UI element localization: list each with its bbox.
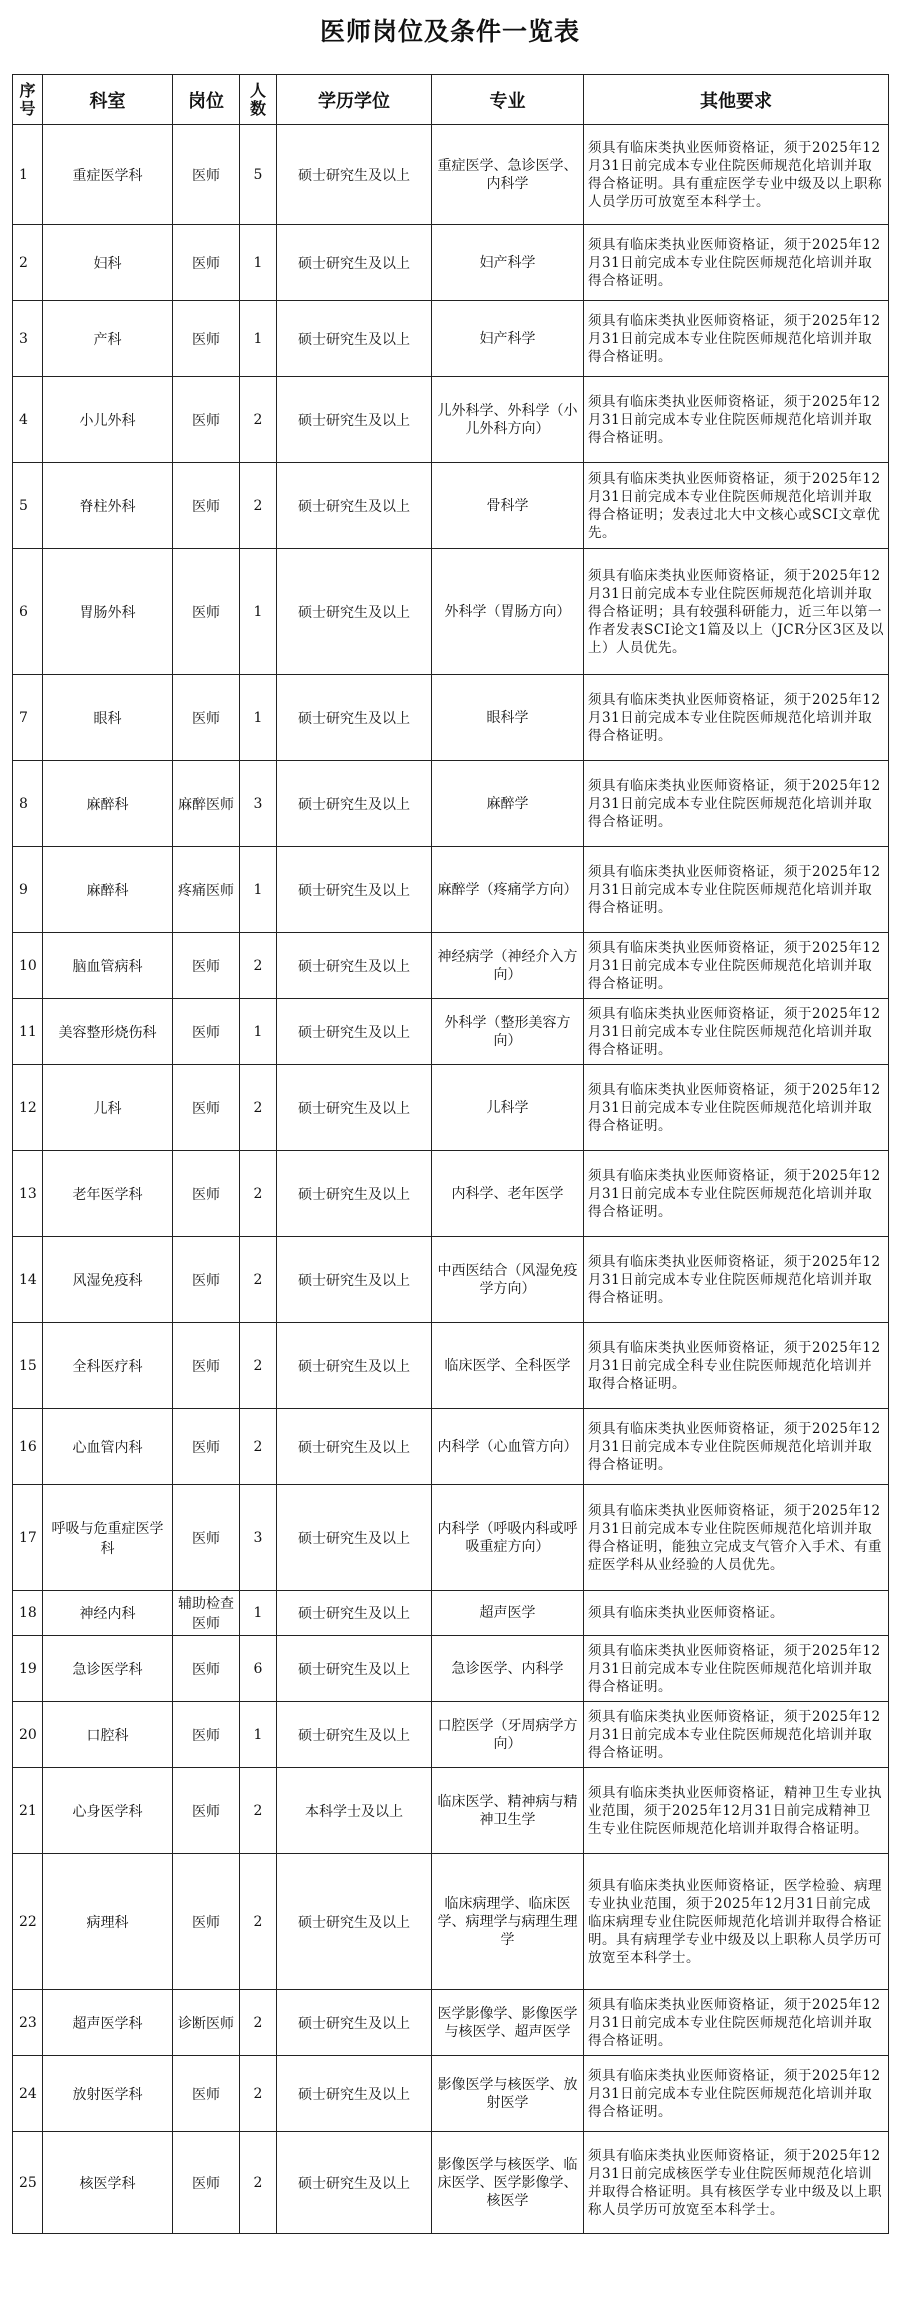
- cell-major: 眼科学: [432, 675, 584, 761]
- cell-dept: 小儿外科: [43, 377, 173, 463]
- header-post: 岗位: [173, 75, 240, 125]
- cell-count: 2: [240, 1065, 277, 1151]
- cell-major: 超声医学: [432, 1591, 584, 1636]
- header-count: 人数: [240, 75, 277, 125]
- cell-count: 1: [240, 549, 277, 675]
- cell-major: 重症医学、急诊医学、内科学: [432, 125, 584, 225]
- table-row: [13, 761, 889, 847]
- cell-post: 辅助检查医师: [173, 1591, 240, 1636]
- cell-edu: 硕士研究生及以上: [277, 377, 432, 463]
- cell-major: 骨科学: [432, 463, 584, 549]
- cell-count: 3: [240, 1485, 277, 1591]
- cell-count: 2: [240, 377, 277, 463]
- cell-major: 内科学、老年医学: [432, 1151, 584, 1237]
- cell-major: 外科学（整形美容方向）: [432, 999, 584, 1065]
- table-row: [13, 933, 889, 999]
- cell-major: 影像医学与核医学、临床医学、医学影像学、核医学: [432, 2132, 584, 2234]
- cell-seq: 10: [13, 933, 43, 999]
- cell-dept: 脊柱外科: [43, 463, 173, 549]
- cell-edu: 硕士研究生及以上: [277, 2056, 432, 2132]
- cell-post: 医师: [173, 933, 240, 999]
- cell-post: 医师: [173, 125, 240, 225]
- table-row: [13, 847, 889, 933]
- cell-count: 2: [240, 1323, 277, 1409]
- cell-major: 外科学（胃肠方向）: [432, 549, 584, 675]
- cell-dept: 风湿免疫科: [43, 1237, 173, 1323]
- cell-edu: 硕士研究生及以上: [277, 1591, 432, 1636]
- cell-count: 2: [240, 933, 277, 999]
- cell-other: 须具有临床类执业医师资格证，须于2025年12月31日前完成本专业住院医师规范化培训并取得合格证明。: [584, 1702, 889, 1768]
- cell-seq: 24: [13, 2056, 43, 2132]
- cell-count: 1: [240, 675, 277, 761]
- cell-edu: 硕士研究生及以上: [277, 1636, 432, 1702]
- cell-major: 麻醉学: [432, 761, 584, 847]
- cell-dept: 呼吸与危重症医学科: [43, 1485, 173, 1591]
- cell-post: 麻醉医师: [173, 761, 240, 847]
- cell-count: 2: [240, 1409, 277, 1485]
- cell-post: 医师: [173, 463, 240, 549]
- cell-other: 须具有临床类执业医师资格证，须于2025年12月31日前完成本专业住院医师规范化培训并取得合格证明。: [584, 301, 889, 377]
- table-header-row: [13, 75, 889, 125]
- positions-table: [12, 74, 889, 2234]
- cell-dept: 核医学科: [43, 2132, 173, 2234]
- cell-dept: 超声医学科: [43, 1990, 173, 2056]
- cell-major: 妇产科学: [432, 225, 584, 301]
- cell-seq: 16: [13, 1409, 43, 1485]
- cell-dept: 急诊医学科: [43, 1636, 173, 1702]
- cell-major: 临床医学、精神病与精神卫生学: [432, 1768, 584, 1854]
- cell-major: 中西医结合（风湿免疫学方向）: [432, 1237, 584, 1323]
- cell-post: 医师: [173, 1768, 240, 1854]
- table-row: [13, 377, 889, 463]
- cell-post: 医师: [173, 301, 240, 377]
- cell-edu: 硕士研究生及以上: [277, 549, 432, 675]
- cell-major: 急诊医学、内科学: [432, 1636, 584, 1702]
- cell-other: 须具有临床类执业医师资格证，须于2025年12月31日前完成本专业住院医师规范化培训并取得合格证明。: [584, 1237, 889, 1323]
- cell-major: 医学影像学、影像医学与核医学、超声医学: [432, 1990, 584, 2056]
- cell-post: 医师: [173, 1409, 240, 1485]
- cell-dept: 重症医学科: [43, 125, 173, 225]
- cell-major: 神经病学（神经介入方向）: [432, 933, 584, 999]
- cell-count: 2: [240, 1768, 277, 1854]
- cell-dept: 儿科: [43, 1065, 173, 1151]
- cell-count: 1: [240, 1591, 277, 1636]
- cell-count: 1: [240, 301, 277, 377]
- cell-other: 须具有临床类执业医师资格证，须于2025年12月31日前完成本专业住院医师规范化培训并取得合格证明；具有较强科研能力，近三年以第一作者发表SCI论文1篇及以上（JCR分区3区及以上）人员优先。: [584, 549, 889, 675]
- cell-seq: 19: [13, 1636, 43, 1702]
- header-other: 其他要求: [584, 75, 889, 125]
- cell-edu: 硕士研究生及以上: [277, 1702, 432, 1768]
- cell-other: 须具有临床类执业医师资格证，须于2025年12月31日前完成本专业住院医师规范化培训并取得合格证明。: [584, 1151, 889, 1237]
- cell-major: 影像医学与核医学、放射医学: [432, 2056, 584, 2132]
- cell-count: 1: [240, 999, 277, 1065]
- cell-seq: 14: [13, 1237, 43, 1323]
- table-row: [13, 1151, 889, 1237]
- cell-post: 医师: [173, 2132, 240, 2234]
- table-row: [13, 1854, 889, 1990]
- cell-count: 2: [240, 2132, 277, 2234]
- table-row: [13, 1768, 889, 1854]
- table-row: [13, 1636, 889, 1702]
- cell-post: 医师: [173, 1065, 240, 1151]
- cell-dept: 心身医学科: [43, 1768, 173, 1854]
- cell-seq: 4: [13, 377, 43, 463]
- cell-count: 1: [240, 1702, 277, 1768]
- cell-other: 须具有临床类执业医师资格证。: [584, 1591, 889, 1636]
- cell-seq: 3: [13, 301, 43, 377]
- cell-count: 2: [240, 1237, 277, 1323]
- cell-seq: 23: [13, 1990, 43, 2056]
- cell-dept: 麻醉科: [43, 847, 173, 933]
- cell-seq: 7: [13, 675, 43, 761]
- cell-other: 须具有临床类执业医师资格证，须于2025年12月31日前完成本专业住院医师规范化培训并取得合格证明。: [584, 999, 889, 1065]
- cell-seq: 22: [13, 1854, 43, 1990]
- cell-edu: 硕士研究生及以上: [277, 1854, 432, 1990]
- cell-post: 疼痛医师: [173, 847, 240, 933]
- cell-other: 须具有临床类执业医师资格证，须于2025年12月31日前完成本专业住院医师规范化培训并取得合格证明。: [584, 1990, 889, 2056]
- table-row: [13, 1323, 889, 1409]
- table-row: [13, 1409, 889, 1485]
- cell-edu: 硕士研究生及以上: [277, 125, 432, 225]
- cell-edu: 硕士研究生及以上: [277, 1065, 432, 1151]
- cell-count: 2: [240, 463, 277, 549]
- cell-post: 医师: [173, 549, 240, 675]
- cell-post: 医师: [173, 1636, 240, 1702]
- table-row: [13, 2056, 889, 2132]
- cell-count: 6: [240, 1636, 277, 1702]
- cell-post: 医师: [173, 675, 240, 761]
- cell-major: 临床医学、全科医学: [432, 1323, 584, 1409]
- cell-other: 须具有临床类执业医师资格证，须于2025年12月31日前完成本专业住院医师规范化培训并取得合格证明；发表过北大中文核心或SCI文章优先。: [584, 463, 889, 549]
- cell-post: 医师: [173, 1854, 240, 1990]
- cell-seq: 2: [13, 225, 43, 301]
- cell-seq: 18: [13, 1591, 43, 1636]
- cell-dept: 麻醉科: [43, 761, 173, 847]
- cell-dept: 妇科: [43, 225, 173, 301]
- table-row: [13, 1065, 889, 1151]
- cell-other: 须具有临床类执业医师资格证，须于2025年12月31日前完成本专业住院医师规范化培训并取得合格证明。具有重症医学专业中级及以上职称人员学历可放宽至本科学士。: [584, 125, 889, 225]
- cell-seq: 11: [13, 999, 43, 1065]
- cell-edu: 硕士研究生及以上: [277, 301, 432, 377]
- cell-other: 须具有临床类执业医师资格证，精神卫生专业执业范围，须于2025年12月31日前完成精神卫生专业住院医师规范化培训并取得合格证明。: [584, 1768, 889, 1854]
- table-row: [13, 1591, 889, 1636]
- cell-edu: 硕士研究生及以上: [277, 847, 432, 933]
- cell-post: 医师: [173, 1237, 240, 1323]
- cell-post: 医师: [173, 2056, 240, 2132]
- cell-seq: 17: [13, 1485, 43, 1591]
- cell-dept: 神经内科: [43, 1591, 173, 1636]
- cell-count: 2: [240, 1990, 277, 2056]
- cell-count: 3: [240, 761, 277, 847]
- cell-seq: 21: [13, 1768, 43, 1854]
- table-row: [13, 125, 889, 225]
- cell-post: 诊断医师: [173, 1990, 240, 2056]
- cell-dept: 病理科: [43, 1854, 173, 1990]
- cell-post: 医师: [173, 377, 240, 463]
- cell-major: 内科学（呼吸内科或呼吸重症方向）: [432, 1485, 584, 1591]
- cell-count: 2: [240, 1151, 277, 1237]
- cell-other: 须具有临床类执业医师资格证，须于2025年12月31日前完成本专业住院医师规范化培训并取得合格证明。: [584, 847, 889, 933]
- cell-count: 2: [240, 2056, 277, 2132]
- cell-edu: 硕士研究生及以上: [277, 225, 432, 301]
- cell-major: 口腔医学（牙周病学方向）: [432, 1702, 584, 1768]
- cell-dept: 全科医疗科: [43, 1323, 173, 1409]
- table-row: [13, 1237, 889, 1323]
- cell-dept: 脑血管病科: [43, 933, 173, 999]
- cell-other: 须具有临床类执业医师资格证，须于2025年12月31日前完成本专业住院医师规范化培训并取得合格证明。: [584, 1409, 889, 1485]
- cell-edu: 硕士研究生及以上: [277, 761, 432, 847]
- cell-edu: 硕士研究生及以上: [277, 1151, 432, 1237]
- cell-other: 须具有临床类执业医师资格证，须于2025年12月31日前完成本专业住院医师规范化培训并取得合格证明。: [584, 377, 889, 463]
- cell-dept: 心血管内科: [43, 1409, 173, 1485]
- header-major: 专业: [432, 75, 584, 125]
- cell-count: 5: [240, 125, 277, 225]
- cell-other: 须具有临床类执业医师资格证，须于2025年12月31日前完成本专业住院医师规范化培训并取得合格证明。: [584, 675, 889, 761]
- cell-seq: 9: [13, 847, 43, 933]
- cell-count: 1: [240, 847, 277, 933]
- cell-edu: 硕士研究生及以上: [277, 999, 432, 1065]
- cell-dept: 美容整形烧伤科: [43, 999, 173, 1065]
- cell-post: 医师: [173, 999, 240, 1065]
- cell-other: 须具有临床类执业医师资格证，须于2025年12月31日前完成本专业住院医师规范化培训并取得合格证明。: [584, 2056, 889, 2132]
- cell-major: 内科学（心血管方向）: [432, 1409, 584, 1485]
- cell-seq: 5: [13, 463, 43, 549]
- cell-other: 须具有临床类执业医师资格证，须于2025年12月31日前完成本专业住院医师规范化培训并取得合格证明，能独立完成支气管介入手术、有重症医学科从业经验的人员优先。: [584, 1485, 889, 1591]
- cell-dept: 放射医学科: [43, 2056, 173, 2132]
- cell-edu: 硕士研究生及以上: [277, 2132, 432, 2234]
- cell-seq: 20: [13, 1702, 43, 1768]
- table-row: [13, 463, 889, 549]
- cell-other: 须具有临床类执业医师资格证，须于2025年12月31日前完成本专业住院医师规范化培训并取得合格证明。: [584, 1065, 889, 1151]
- table-row: [13, 549, 889, 675]
- cell-other: 须具有临床类执业医师资格证，须于2025年12月31日前完成本专业住院医师规范化培训并取得合格证明。: [584, 1636, 889, 1702]
- cell-dept: 胃肠外科: [43, 549, 173, 675]
- cell-edu: 硕士研究生及以上: [277, 1323, 432, 1409]
- cell-seq: 1: [13, 125, 43, 225]
- header-seq: 序号: [13, 75, 43, 125]
- table-row: [13, 1702, 889, 1768]
- cell-edu: 硕士研究生及以上: [277, 675, 432, 761]
- table-row: [13, 301, 889, 377]
- cell-dept: 老年医学科: [43, 1151, 173, 1237]
- table-row: [13, 999, 889, 1065]
- header-edu: 学历学位: [277, 75, 432, 125]
- table-row: [13, 675, 889, 761]
- cell-major: 麻醉学（疼痛学方向）: [432, 847, 584, 933]
- cell-other: 须具有临床类执业医师资格证，须于2025年12月31日前完成本专业住院医师规范化培训并取得合格证明。: [584, 761, 889, 847]
- cell-seq: 15: [13, 1323, 43, 1409]
- cell-dept: 产科: [43, 301, 173, 377]
- cell-edu: 硕士研究生及以上: [277, 1485, 432, 1591]
- cell-seq: 12: [13, 1065, 43, 1151]
- header-dept: 科室: [43, 75, 173, 125]
- page-title: 医师岗位及条件一览表: [319, 17, 580, 46]
- cell-edu: 硕士研究生及以上: [277, 1990, 432, 2056]
- cell-seq: 6: [13, 549, 43, 675]
- cell-edu: 硕士研究生及以上: [277, 1409, 432, 1485]
- cell-dept: 眼科: [43, 675, 173, 761]
- cell-edu: 硕士研究生及以上: [277, 463, 432, 549]
- cell-other: 须具有临床类执业医师资格证，须于2025年12月31日前完成核医学专业住院医师规范化培训并取得合格证明。具有核医学专业中级及以上职称人员学历可放宽至本科学士。: [584, 2132, 889, 2234]
- table-row: [13, 225, 889, 301]
- cell-seq: 25: [13, 2132, 43, 2234]
- cell-other: 须具有临床类执业医师资格证，须于2025年12月31日前完成全科专业住院医师规范化培训并取得合格证明。: [584, 1323, 889, 1409]
- cell-post: 医师: [173, 1702, 240, 1768]
- cell-major: 临床病理学、临床医学、病理学与病理生理学: [432, 1854, 584, 1990]
- cell-major: 儿科学: [432, 1065, 584, 1151]
- cell-major: 儿外科学、外科学（小儿外科方向）: [432, 377, 584, 463]
- cell-seq: 8: [13, 761, 43, 847]
- cell-post: 医师: [173, 1485, 240, 1591]
- cell-major: 妇产科学: [432, 301, 584, 377]
- cell-other: 须具有临床类执业医师资格证，须于2025年12月31日前完成本专业住院医师规范化培训并取得合格证明。: [584, 933, 889, 999]
- cell-post: 医师: [173, 1151, 240, 1237]
- cell-count: 2: [240, 1854, 277, 1990]
- cell-edu: 硕士研究生及以上: [277, 1237, 432, 1323]
- cell-post: 医师: [173, 1323, 240, 1409]
- cell-edu: 硕士研究生及以上: [277, 933, 432, 999]
- cell-dept: 口腔科: [43, 1702, 173, 1768]
- table-row: [13, 2132, 889, 2234]
- table-row: [13, 1485, 889, 1591]
- table-row: [13, 1990, 889, 2056]
- cell-other: 须具有临床类执业医师资格证，医学检验、病理专业执业范围，须于2025年12月31日前完成临床病理专业住院医师规范化培训并取得合格证明。具有病理学专业中级及以上职称人员学历可放宽至本科学士。: [584, 1854, 889, 1990]
- cell-seq: 13: [13, 1151, 43, 1237]
- cell-post: 医师: [173, 225, 240, 301]
- cell-edu: 本科学士及以上: [277, 1768, 432, 1854]
- cell-other: 须具有临床类执业医师资格证，须于2025年12月31日前完成本专业住院医师规范化培训并取得合格证明。: [584, 225, 889, 301]
- cell-count: 1: [240, 225, 277, 301]
